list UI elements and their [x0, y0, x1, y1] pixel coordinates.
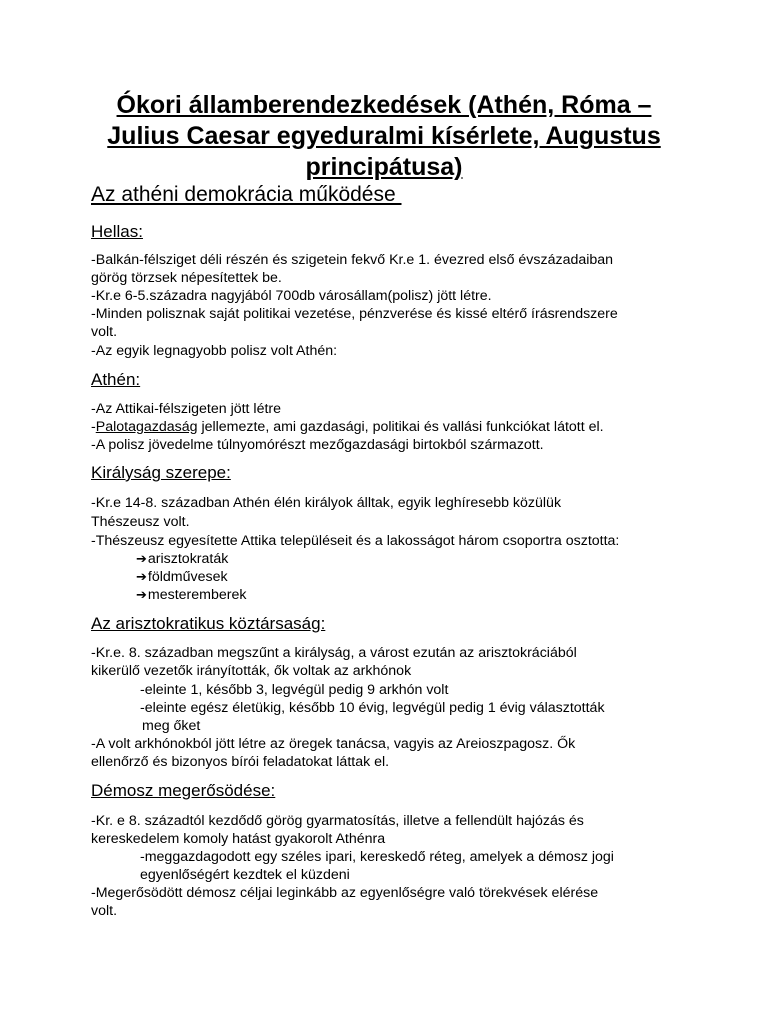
paragraph-line: kikerülő vezetők irányították, ők voltak az arkhónok [91, 663, 412, 679]
paragraph-line: ellenőrző és bizonyos bírói feladatokat láttak el. [91, 754, 390, 770]
section-heading-athen: Athén: [91, 370, 141, 389]
arrow-right-icon: ➔ [136, 587, 147, 602]
indented-line: egyenlőségért kezdtek el küzdeni [140, 867, 350, 883]
title-line: Ókori államberendezkedések (Athén, Róma – [116, 91, 652, 119]
indented-line: -eleinte 1, később 3, legvégül pedig 9 arkhón volt [140, 682, 449, 698]
section-heading-demosz: Démosz megerősödése: [91, 781, 276, 800]
paragraph-line: görög törzsek népesítettek be. [91, 270, 282, 286]
paragraph-line: -Thészeusz egyesítette Attika településeit és a lakosságot három csoportra osztotta: [91, 533, 620, 549]
arrow-list-item [136, 586, 246, 604]
paragraph-line: Thészeusz volt. [91, 514, 190, 530]
paragraph-line: -Kr. e 8. századtól kezdődő görög gyarmatosítás, illetve a fellendült hajózás és [91, 813, 584, 829]
arrow-list-item [136, 568, 228, 586]
paragraph-line: volt. [91, 324, 118, 340]
document-title [60, 90, 708, 183]
arrow-list-item-label: arisztokraták [147, 551, 229, 567]
paragraph-line: -A polisz jövedelme túlnyomórészt mezőgazdasági birtokból származott. [91, 437, 544, 453]
paragraph-line: kereskedelem komoly hatást gyakorolt Athénra [91, 831, 386, 847]
line-prefix: - [91, 419, 96, 435]
section-heading-koztarsasag: Az arisztokratikus köztársaság: [91, 614, 326, 633]
arrow-right-icon: ➔ [136, 551, 147, 566]
document-subtitle: Az athéni demokrácia működése [91, 183, 402, 206]
title-line: Julius Caesar egyeduralmi kísérlete, Augustus [107, 122, 661, 150]
section-heading-kiralysag: Királyság szerepe: [91, 463, 231, 482]
paragraph-line: volt. [91, 903, 118, 919]
paragraph-line: -Megerősödött démosz céljai leginkább az egyenlőségre való törekvések elérése [91, 885, 599, 901]
arrow-list-item-label: földművesek [147, 569, 228, 585]
paragraph-line: -Balkán-félsziget déli részén és szigetein fekvő Kr.e 1. évezred első évszázadaiban [91, 252, 614, 268]
paragraph-line: -Kr.e. 8. században megszűnt a királyság, a várost ezután az arisztokráciából [91, 645, 577, 661]
paragraph-line-palotagazdasag [91, 418, 604, 436]
key-term: Palotagazdaság [95, 419, 198, 435]
paragraph-line: -Minden polisznak saját politikai vezetése, pénzverése és kissé eltérő írásrendszere [91, 306, 618, 322]
line-rest: jellemezte, ami gazdasági, politikai és vallási funkciókat látott el. [197, 419, 604, 435]
paragraph-line: -A volt arkhónokból jött létre az öregek tanácsa, vagyis az Areioszpagosz. Ők [91, 736, 576, 752]
arrow-right-icon: ➔ [136, 569, 147, 584]
arrow-list-item [136, 550, 228, 568]
indented-line: meg őket [142, 718, 201, 734]
paragraph-line: -Kr.e 14-8. században Athén élén királyok álltak, egyik leghíresebb közülük [91, 495, 562, 511]
paragraph-line: -Az Attikai-félszigeten jött létre [91, 401, 282, 417]
paragraph-line: -Kr.e 6-5.századra nagyjából 700db városállam(polisz) jött létre. [91, 288, 492, 304]
paragraph-line: -Az egyik legnagyobb polisz volt Athén: [91, 343, 338, 359]
indented-line: -eleinte egész életükig, később 10 évig, legvégül pedig 1 évig választották [140, 700, 605, 716]
indented-line: -meggazdagodott egy széles ipari, kereskedő réteg, amelyek a démosz jogi [140, 849, 614, 865]
title-line: principátusa) [305, 153, 463, 181]
section-heading-hellas: Hellas: [91, 222, 143, 241]
arrow-list-item-label: mesteremberek [147, 587, 247, 603]
